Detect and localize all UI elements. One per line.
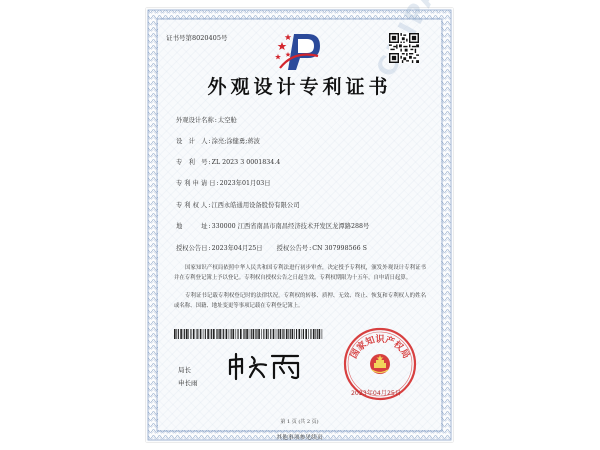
footer-note: 其他事项参见续页 [276,435,323,441]
barcode-bar [305,329,307,339]
barcode-bar [233,329,235,339]
barcode-bar [222,329,223,339]
field-label: 地 址 [176,223,208,230]
seal-date: 2023年04月25日 [351,390,402,397]
barcode-bar [283,329,284,339]
field-patentee: 专 利 权 人:江西永皓通用设备股份有限公司 [176,202,300,209]
body-paragraph: 专利证书记载专利权登记时的法律状况。专利权的转移、质押、无效、终止、恢复和专利权人的姓名或名称、国籍、地址变更等事项记载在专利登记簿上。 [174,293,426,309]
barcode-bar [299,329,301,339]
director-name: 申长雨 [178,379,198,387]
page-number: 第 1 页 (共 2 页) [280,419,319,425]
field-value: 330000 江西省南昌市南昌经济技术开发区龙潭路288号 [211,223,370,230]
barcode-bar [319,329,321,339]
barcode-bar [178,329,179,339]
barcode-bar [288,329,289,339]
barcode-bar [243,329,244,339]
field-patent-number: 专 利 号:ZL 2023 3 0001834.4 [176,159,281,166]
field-value: 2023年04月25日 [211,245,263,252]
field-label: 外观设计名称 [176,117,214,124]
barcode-bar [217,329,218,339]
barcode-bar [174,329,176,339]
barcode-bar [176,329,177,339]
barcode-bar [219,329,221,339]
barcode-bar [317,329,318,339]
patent-certificate [146,8,453,442]
field-label: 专 利 申 请 日 [176,180,216,187]
barcode-bar [223,329,224,339]
barcode-bar [303,329,304,339]
barcode-bar [207,329,209,339]
barcode-bar [190,329,191,339]
barcode-bar [268,329,269,339]
barcode-bar [322,329,323,339]
seal-text: 国家知识产权局 [349,335,411,361]
barcode-bar [193,329,195,339]
barcode-bar [249,329,250,339]
field-value: 涂亮;涂健勇;蒋波 [211,138,260,145]
barcode-bar [186,329,188,339]
field-label: 设 计 人 [176,138,208,145]
barcode-bar [246,329,248,339]
field-label: 授权公告号 [276,245,309,252]
field-label: 专 利 权 人 [176,202,208,209]
barcode-bar [213,329,215,339]
national-emblem-icon [370,354,390,374]
barcode-bar [263,329,264,339]
handwritten-signature [226,351,304,381]
certificate-number: 证书号第8020405号 [166,34,228,42]
field-value: 太空舱 [217,117,237,124]
barcode-bar [205,329,206,339]
barcode-bar [273,329,275,339]
barcode-bar [244,329,245,339]
barcode-bar [211,329,212,339]
barcode-bar [226,329,228,339]
barcode-bar [188,329,189,339]
barcode-bar [180,329,182,339]
certificate-title: 外观设计专利证书 [207,76,392,98]
cnipa-logo-icon [274,28,322,72]
barcode-bar [270,329,271,339]
qr-code-icon [389,33,419,63]
field-value: 江西永皓通用设备股份有限公司 [211,202,300,209]
barcode-bar [240,329,242,339]
barcode-bar [292,329,294,339]
barcode-bar [294,329,295,339]
field-application-date: 专 利 申 请 日:2023年01月03日 [176,180,271,187]
barcode-bar [200,329,202,339]
field-label: 授权公告日 [176,245,208,252]
barcode-bar [276,329,277,339]
barcode-bar [203,329,204,339]
barcode-bar [210,329,211,339]
barcode-bar [255,329,256,339]
field-grant-date: 授权公告日:2023年04月25日 授权公告号:CN 307998566 S [176,245,367,252]
barcode-bar [196,329,197,339]
field-address: 地 址:330000 江西省南昌市南昌经济技术开发区龙潭路288号 [176,223,370,230]
field-designers: 设 计 人:涂亮;涂健勇;蒋波 [176,138,260,145]
barcode-bar [256,329,257,339]
barcode-bar [310,329,311,339]
barcode-bar [231,329,232,339]
barcode-bar [253,329,255,339]
certificate-body-text [174,263,426,319]
barcode-bar [282,329,283,339]
barcode-bar [315,329,316,339]
body-paragraph: 国家知识产权局依照中华人民共和国专利法进行初步审查，决定授予专利权，颁发外观设计专利证书并在专利登记簿上予以登记。专利权自授权公告之日起生效。专利权期限为十五年，自申请日起算。 [174,265,426,281]
barcode-bar [266,329,268,339]
barcode-bar [238,329,239,339]
barcode-bar [258,329,260,339]
barcode-bar [236,329,237,339]
barcode-bar [216,329,217,339]
field-design-name: 外观设计名称:太空舱 [176,117,237,124]
field-value: CN 307998566 S [312,245,367,252]
barcode-bar [308,329,309,339]
barcode-bar [280,329,282,339]
barcode-bar [184,329,185,339]
barcode-bar [290,329,291,339]
field-value: ZL 2023 3 0001834.4 [211,159,281,166]
barcode-bar [286,329,288,339]
barcode-bar [251,329,252,339]
barcode-bar [261,329,262,339]
field-value: 2023年01月03日 [219,180,271,187]
barcode-bar [302,329,303,339]
barcode-bar [183,329,184,339]
barcode-bar [197,329,198,339]
director-title: 局长 [178,366,191,374]
barcode-bar [229,329,230,339]
barcode-bar [296,329,297,339]
barcode-icon [174,329,324,339]
barcode-bar [278,329,279,339]
barcode-bar [313,329,315,339]
field-label: 专 利 号 [176,159,208,166]
